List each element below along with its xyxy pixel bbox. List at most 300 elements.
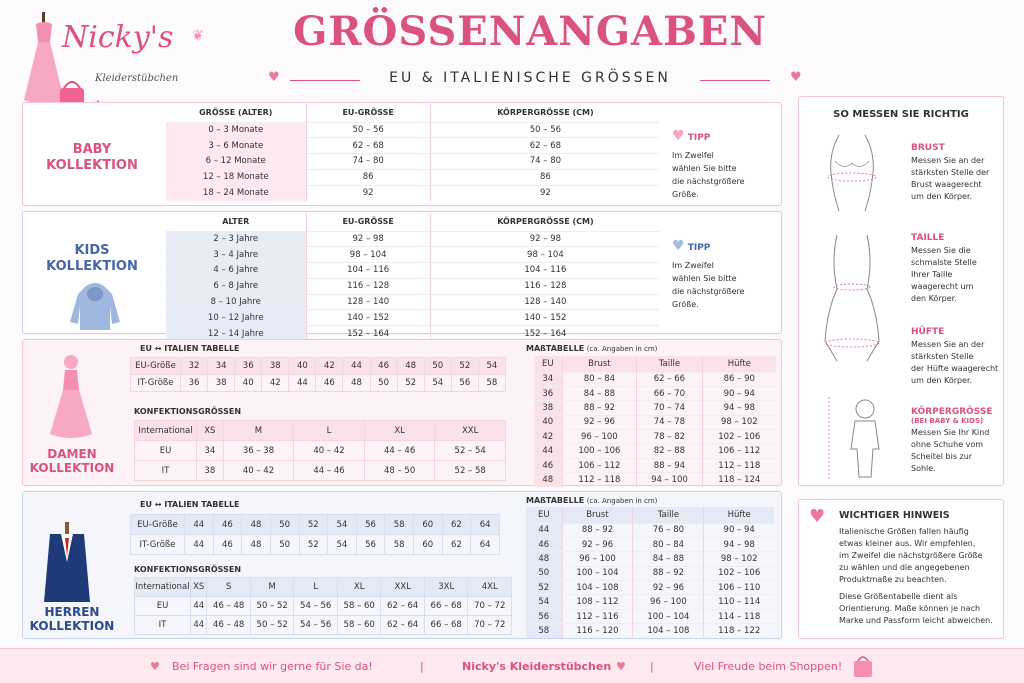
table-row [526,523,774,537]
col-header: Hüfte [702,356,776,372]
row-label: IT-Größe [131,375,181,392]
herren-label-line1: HERREN [44,605,100,619]
cell: 46 [213,535,242,555]
cell: 40 [289,358,316,375]
table-row [534,415,776,429]
table-row [534,444,776,458]
cell: 98 – 104 [306,247,430,263]
torso-bust-icon [817,133,887,213]
cell: 106 – 110 [704,581,774,595]
col-header: KÖRPERGRÖSSE (CM) [430,104,660,122]
herren-mass-table [526,507,774,638]
cell: 44 [191,597,207,616]
waist-text: Messen Sie die [911,246,971,255]
cell: 86 – 90 [702,372,776,386]
cell: 54 [478,358,505,375]
cell: 34 [534,372,562,386]
waist-text: schmalste Stelle [911,258,977,267]
cell: 52 – 58 [435,461,506,481]
cell: 0 – 3 Monate [166,122,306,138]
cell: 84 – 88 [633,552,704,566]
cell: 104 – 108 [633,624,704,638]
hoodie-icon [68,282,122,332]
page-subtitle: EU & ITALIENISCHE GRÖSSEN [389,70,671,86]
table-row [534,430,776,444]
hint-text: im Zweifel die nächstgrößere Größe [839,551,983,560]
table-row [166,138,660,154]
col-header: Brust [562,507,633,523]
cell: 44 [534,444,562,458]
cell: 98 – 104 [430,247,660,263]
cell: 60 [414,515,443,535]
cell: 42 [262,375,289,392]
cell: 44 [343,358,370,375]
cell: 102 – 106 [704,566,774,580]
footer-shopping-text: Viel Freude beim Shoppen! [694,660,843,673]
cell: 52 [299,535,328,555]
cell: 46 [526,537,562,551]
cell: 42 [316,358,343,375]
cell: 50 [270,515,299,535]
herren-konf-table [134,577,512,635]
cell: 46 [534,458,562,472]
cell: 54 – 56 [294,597,338,616]
cell: M [223,421,294,441]
table-row [534,401,776,415]
cell: 100 – 106 [562,444,637,458]
damen-mass-table [534,356,776,487]
cell: 52 [397,375,424,392]
cell: 84 – 88 [562,386,637,400]
cell: 92 – 96 [562,537,633,551]
cell: 70 – 72 [468,616,512,635]
cell: 3 – 4 Jahre [166,247,306,263]
torso-waist-hip-icon [817,231,887,381]
height-subheading: (BEI BABY & KIDS) [911,417,984,425]
cell: 36 [534,386,562,400]
cell: 128 – 140 [430,294,660,310]
cell: 46 [213,515,242,535]
cell: 10 – 12 Jahre [166,310,306,326]
hint-text: Orientierung. Maße können je nach [839,604,981,613]
cell: 4 – 6 Jahre [166,263,306,279]
cell: 48 [242,515,271,535]
hip-text: Messen Sie an der [911,340,985,349]
cell: XS [191,578,207,597]
konf-row [135,461,506,481]
cell: 104 – 116 [306,263,430,279]
cell: XS [197,421,224,441]
cell: 50 [370,375,397,392]
col-header: Hüfte [704,507,774,523]
cell: 62 [442,515,471,535]
hint-title: WICHTIGER HINWEIS [839,510,950,521]
damen-konf-title: KONFEKTIONSGRÖSSEN [134,407,242,416]
table-row [534,473,776,487]
cell: 140 – 152 [430,310,660,326]
cell: 82 – 88 [637,444,702,458]
kids-label-line1: KIDS [74,243,110,258]
damen-eu-it-title: EU ↔ ITALIEN TABELLE [140,344,240,353]
bust-heading: BRUST [911,143,945,153]
tip-text: wählen Sie bitte [672,274,737,283]
damen-mass-title [526,344,657,353]
heart-icon: ♥ [672,238,685,254]
cell: 58 [478,375,505,392]
cell: 114 – 118 [704,609,774,623]
konf-row [135,597,512,616]
cell: 106 – 112 [702,444,776,458]
cell: L [294,578,338,597]
tip-text: Im Zweifel [672,151,714,160]
heart-icon: ♥ [672,128,685,144]
cell: 96 – 100 [562,552,633,566]
cell: 42 [534,430,562,444]
cell: 58 [526,624,562,638]
cell: 70 – 74 [637,401,702,415]
table-row [166,294,660,310]
hint-text: etwas kleiner aus. Wir empfehlen, [839,539,976,548]
cell: IT [135,616,191,635]
cell: 6 – 12 Monate [166,154,306,170]
baby-tip [672,130,772,201]
cell: 60 [414,535,443,555]
cell: 116 – 120 [562,624,633,638]
hint-text: Produktmaße zu beachten. [839,575,947,584]
it-row [131,375,506,392]
table-row [166,154,660,170]
child-height-icon [819,393,899,483]
cell: 44 [526,523,562,537]
cell: 12 – 14 Jahre [166,326,306,342]
height-text: Sohle. [911,464,936,473]
cell: EU [135,441,197,461]
cell: XXL [435,421,506,441]
cell: 78 – 82 [637,430,702,444]
cell: 92 – 96 [562,415,637,429]
cell: 112 – 118 [562,473,637,487]
cell: 54 [328,515,357,535]
measure-title: SO MESSEN SIE RICHTIG [833,109,969,120]
table-row [526,566,774,580]
damen-label-line1: DAMEN [47,447,97,461]
col-header: ALTER [222,217,250,227]
cell: 80 – 84 [633,537,704,551]
cell: 18 – 24 Monate [166,185,306,201]
damen-konf-table [134,420,506,481]
cell: 96 – 100 [633,595,704,609]
cell: XL [364,421,435,441]
table-row [526,624,774,638]
logo-subtitle: Kleiderstübchen [95,73,179,84]
cell: 52 – 54 [435,441,506,461]
cell: 2 – 3 Jahre [166,231,306,247]
cell: 3 – 6 Monate [166,138,306,154]
hip-text: stärksten Stelle [911,352,974,361]
table-row [526,609,774,623]
cell: 36 [235,358,262,375]
cell: 128 – 140 [306,294,430,310]
cell: 50 – 52 [250,597,294,616]
col-header: EU [534,356,562,372]
cell: 48 [242,535,271,555]
table-row [166,278,660,294]
cell: 66 – 68 [424,616,468,635]
cell: 58 – 60 [337,597,381,616]
hint-text: Marke und Passform leicht abweichen. [839,616,993,625]
herren-eu-it-title: EU ↔ ITALIEN TABELLE [140,500,240,509]
cell: 50 – 56 [306,122,430,138]
col-header: KÖRPERGRÖSSE (CM) [430,213,660,231]
footer-divider: | [420,660,424,673]
cell: 12 – 18 Monate [166,169,306,185]
cell: 52 [526,581,562,595]
cell: IT [135,461,197,481]
cell: 62 – 68 [430,138,660,154]
cell: 74 – 80 [430,154,660,170]
baby-label-line1: BABY [72,142,112,157]
kids-tip [672,240,772,311]
table-row [166,185,660,201]
waist-heading: TAILLE [911,233,945,243]
cell: 58 [385,535,414,555]
cell: 46 [316,375,343,392]
logo-name: Nicky's [62,20,174,55]
cell: L [294,421,365,441]
herren-label [22,605,122,633]
cell: 104 – 116 [430,263,660,279]
cell: EU [135,597,191,616]
mass-note: (ca. Angaben in cm) [586,497,658,505]
kids-table [166,213,660,342]
heart-icon: ♥ [150,660,160,673]
cell: 116 – 128 [306,278,430,294]
kids-label [22,243,162,275]
table-row [526,595,774,609]
cell: 118 – 122 [704,624,774,638]
shopping-bag-icon [852,653,874,679]
cell: S [207,578,251,597]
cell: 80 – 84 [562,372,637,386]
cell: 50 – 52 [250,616,294,635]
heart-icon: ♥ [268,70,280,85]
cell: 62 – 64 [381,597,425,616]
mass-note: (ca. Angaben in cm) [586,345,658,353]
mass-title: MAßTABELLE [526,496,585,505]
bust-text: stärksten Stelle der [911,168,990,177]
height-heading: KÖRPERGRÖSSE [911,407,993,417]
cell: International [135,578,191,597]
row-label: EU-Größe [131,515,185,535]
cell: 140 – 152 [306,310,430,326]
footer-shop-name: Nicky's Kleiderstübchen [462,660,612,673]
table-row [166,247,660,263]
tip-text: die nächstgrößere [672,177,745,186]
cell: 66 – 68 [424,597,468,616]
cell: 94 – 98 [702,401,776,415]
cell: 48 – 50 [364,461,435,481]
footer [0,648,1024,683]
cell: 56 [356,535,385,555]
cell: 152 – 164 [306,326,430,342]
cell: 8 – 10 Jahre [166,294,306,310]
hip-text: der Hüfte waagerecht [911,364,999,373]
tip-text: die nächstgrößere [672,287,745,296]
cell: 44 [185,535,214,555]
cell: 64 [471,535,500,555]
footer-contact-text: Bei Fragen sind wir gerne für Sie da! [172,660,373,673]
cell: 44 [191,616,207,635]
cell: 40 – 42 [294,441,365,461]
cell: 54 [526,595,562,609]
table-row [166,263,660,279]
heart-icon: ♥ [790,70,802,85]
cell: 116 – 128 [430,278,660,294]
tip-title: TIPP [687,133,711,143]
col-header: EU-GRÖSSE [306,213,430,231]
konf-row [135,441,506,461]
cell: 88 – 94 [637,458,702,472]
cell: 90 – 94 [704,523,774,537]
cell: 64 [471,515,500,535]
baby-table [166,104,660,201]
cell: 92 [430,185,660,201]
height-text: ohne Schuhe vom [911,440,984,449]
cell: 62 – 64 [381,616,425,635]
cell: 118 – 124 [702,473,776,487]
table-row [526,537,774,551]
cell: 100 – 104 [633,609,704,623]
cell: 62 [442,535,471,555]
cell: 62 – 68 [306,138,430,154]
title-divider-right [700,80,770,81]
col-header: Brust [562,356,637,372]
cell: 106 – 112 [562,458,637,472]
footer-divider: | [650,660,654,673]
height-text: Scheitel bis zur [911,452,973,461]
cell: 56 [356,515,385,535]
konf-row [135,616,512,635]
damen-label-line2: KOLLEKTION [29,461,115,475]
cell: 50 [270,535,299,555]
table-row [526,581,774,595]
cell: 46 – 48 [207,616,251,635]
cell: 40 [235,375,262,392]
waist-text: Ihrer Taille [911,270,953,279]
cell: 74 – 80 [306,154,430,170]
bust-text: Messen Sie an der [911,156,985,165]
cell: 50 – 56 [430,122,660,138]
heart-icon: ♥ [809,506,826,527]
hip-heading: HÜFTE [911,327,945,337]
cell: 102 – 106 [702,430,776,444]
cell: 44 – 46 [294,461,365,481]
tip-text: Im Zweifel [672,261,714,270]
cell: 62 – 66 [637,372,702,386]
cell: 50 [526,566,562,580]
cell: 48 [534,473,562,487]
cell: 6 – 8 Jahre [166,278,306,294]
cell: 66 – 70 [637,386,702,400]
hint-panel [798,499,1004,639]
butterfly-icon: ❦ [192,28,204,44]
page-title: GRÖSSENANGABEN [293,8,767,55]
cell: 56 [451,375,478,392]
cell: 36 – 38 [223,441,294,461]
cell: 52 [451,358,478,375]
cell: 152 – 164 [430,326,660,342]
height-text: Messen Sie Ihr Kind [911,428,990,437]
cell: 98 – 102 [702,415,776,429]
cell: 40 – 42 [223,461,294,481]
herren-mass-title [526,496,657,505]
cell: 92 [306,185,430,201]
cell: 92 – 98 [306,231,430,247]
cell: 58 [385,515,414,535]
cell: 44 – 46 [364,441,435,461]
cell: XL [337,578,381,597]
cell: 88 – 92 [562,523,633,537]
col-header: GRÖSSE (ALTER) [199,108,273,118]
tip-title: TIPP [687,243,711,253]
cell: 70 – 72 [468,597,512,616]
cell: 88 – 92 [633,566,704,580]
cell: 52 [299,515,328,535]
damen-eu-it-table [130,357,506,392]
mass-title: MAßTABELLE [526,344,585,353]
cell: 86 [306,169,430,185]
cell: 38 [534,401,562,415]
waist-text: waagerecht um [911,282,974,291]
waist-text: den Körper. [911,294,957,303]
hint-text: Diese Größentabelle dient als [839,592,958,601]
cell: 92 – 98 [430,231,660,247]
cell: 48 [526,552,562,566]
eu-row [131,358,506,375]
table-row [534,372,776,386]
hip-text: um den Körper. [911,376,973,385]
damen-label [22,447,122,475]
cell: 36 [181,375,208,392]
cell: 76 – 80 [633,523,704,537]
suit-icon [40,522,94,610]
baby-label [22,142,162,174]
table-row [526,552,774,566]
cell: M [250,578,294,597]
col-header: EU-GRÖSSE [306,104,430,122]
eu-row [131,515,500,535]
cell: 94 – 98 [704,537,774,551]
col-header: Taille [637,356,702,372]
table-row [166,231,660,247]
bust-text: um den Körper. [911,192,973,201]
cell: 96 – 100 [562,430,637,444]
it-row [131,535,500,555]
row-label: IT-Größe [131,535,185,555]
tip-text: Größe. [672,300,699,309]
cell: 108 – 112 [562,595,633,609]
cell: 40 [534,415,562,429]
tip-text: Größe. [672,190,699,199]
cell: 48 [343,375,370,392]
cell: 74 – 78 [637,415,702,429]
cell: 38 [197,461,224,481]
cell: 34 [197,441,224,461]
konf-row [135,421,506,441]
cell: 38 [262,358,289,375]
row-label: EU-Größe [131,358,181,375]
cell: XXL [381,578,425,597]
